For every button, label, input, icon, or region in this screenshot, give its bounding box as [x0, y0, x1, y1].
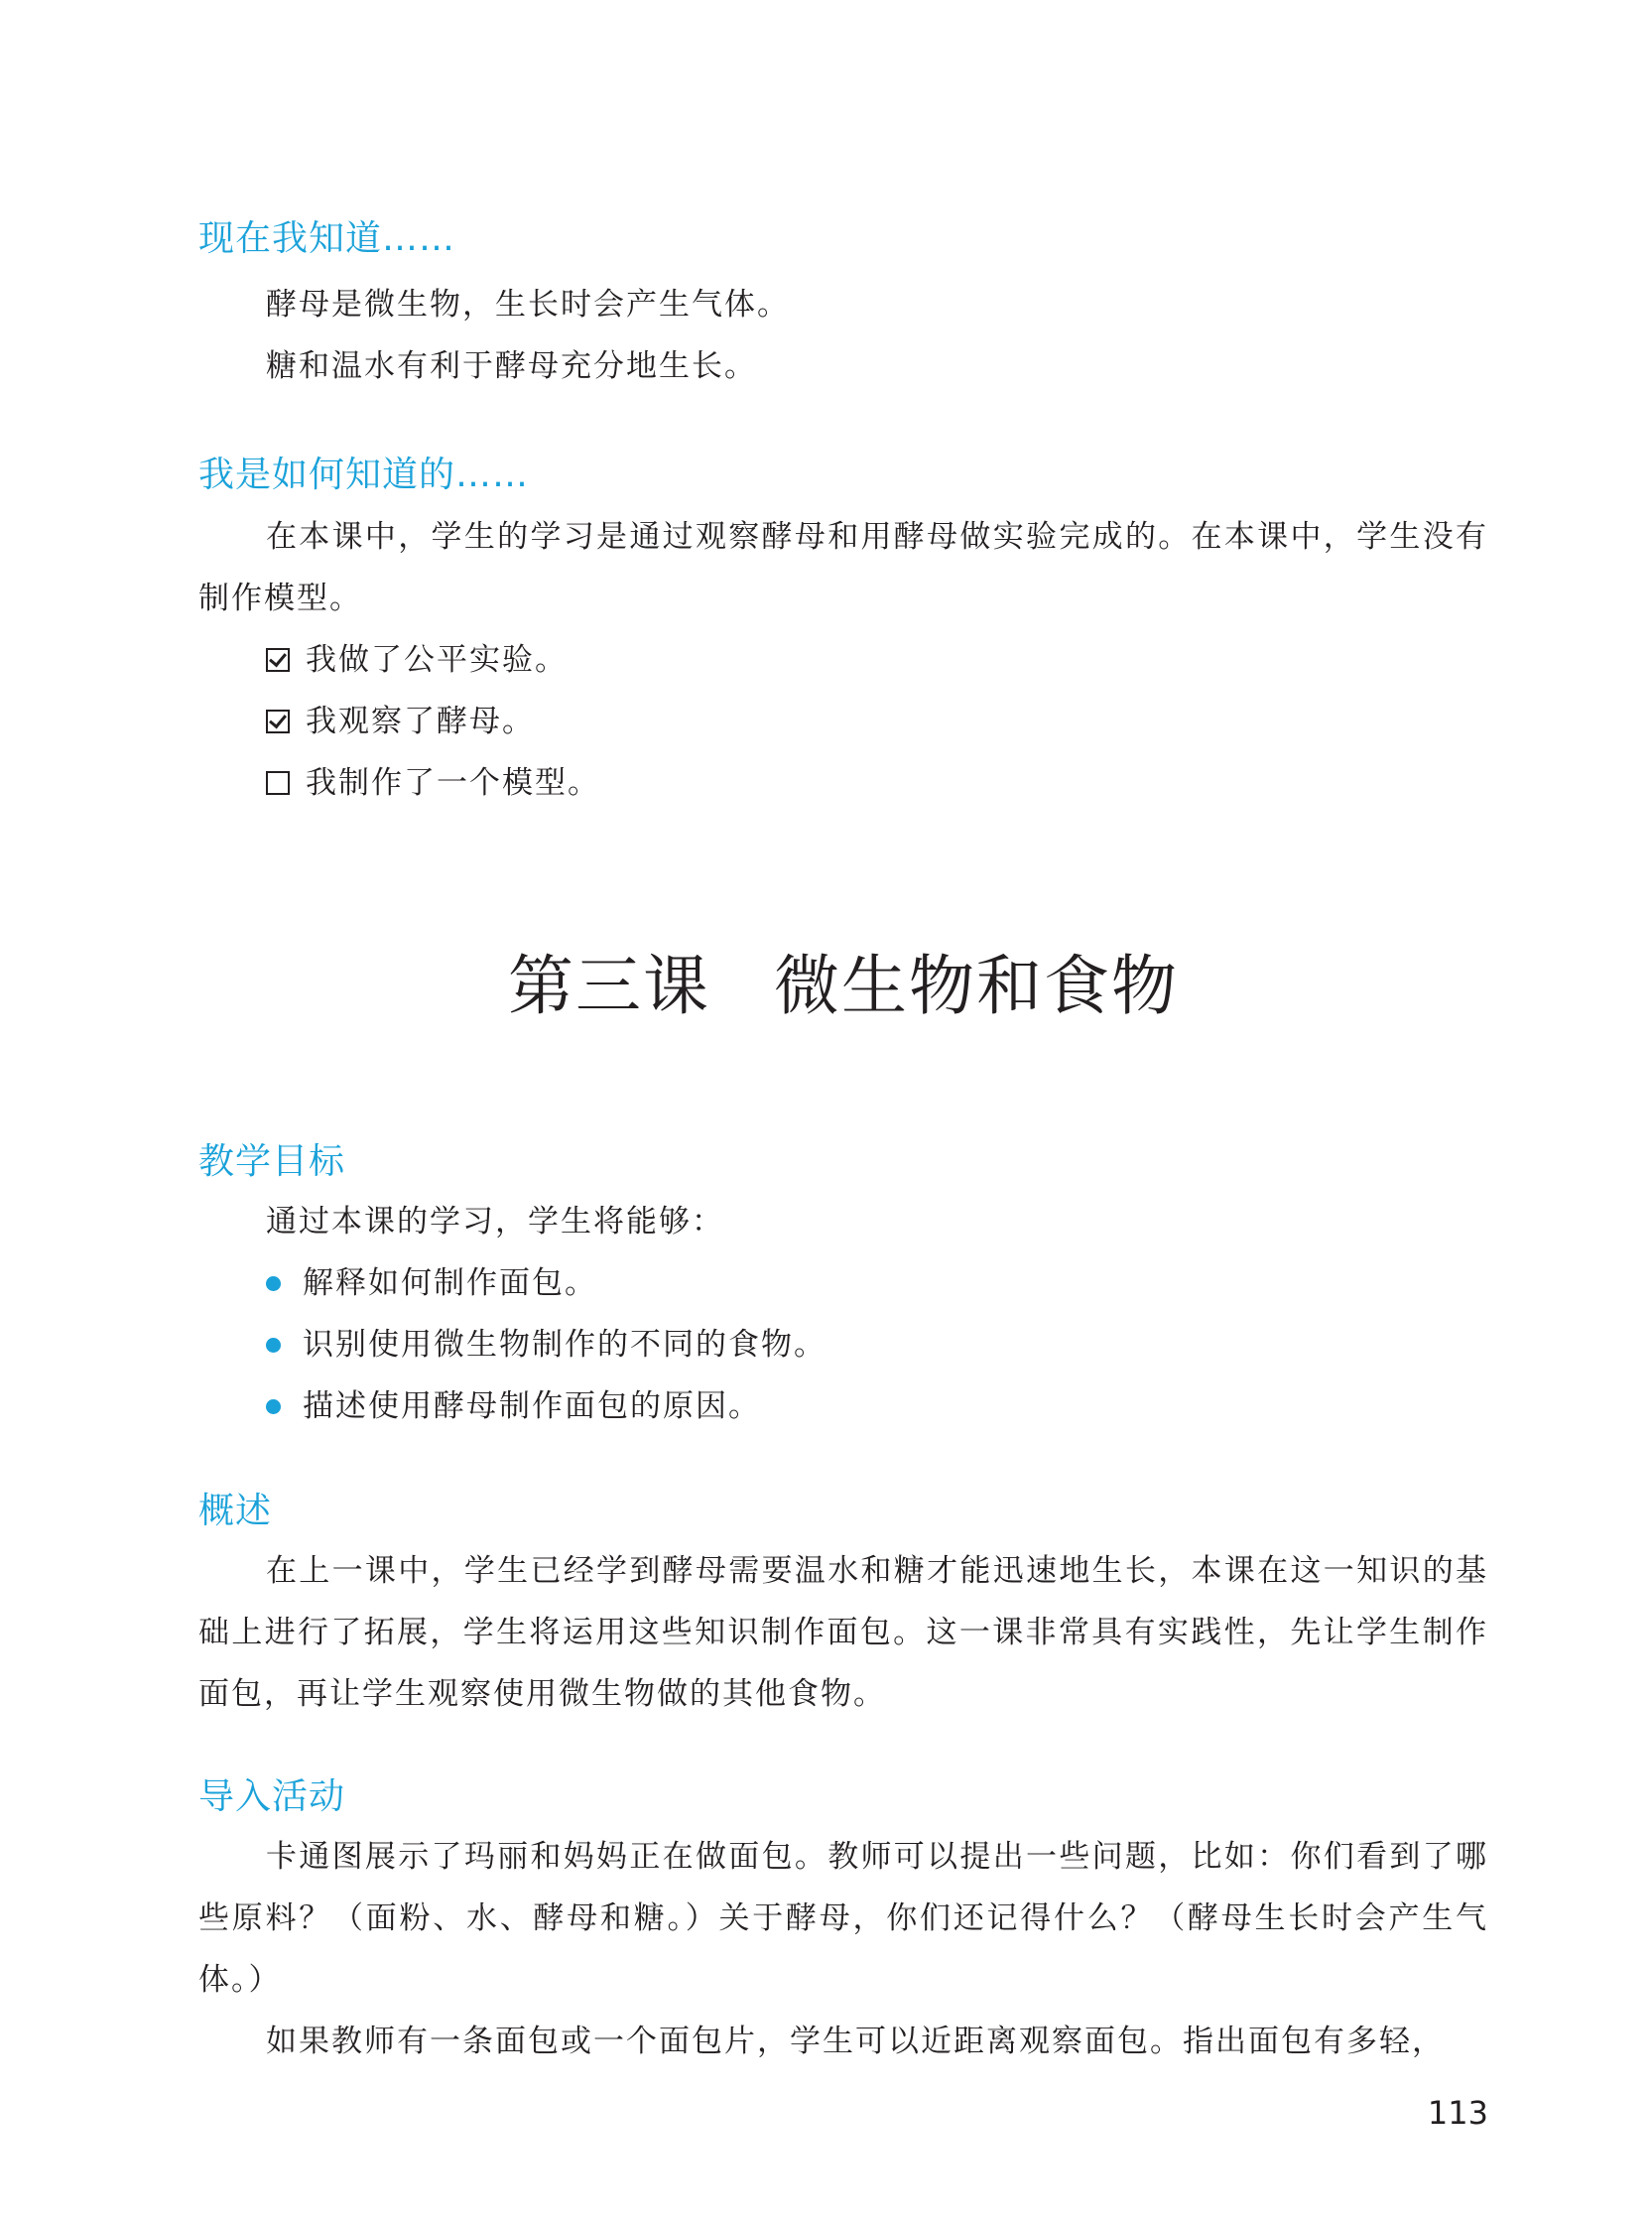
overview-heading: 概述: [198, 1491, 273, 1531]
lesson-title: [198, 933, 1488, 1027]
bullet-dot-icon: [266, 1338, 281, 1353]
checked-box-icon: [266, 710, 290, 733]
page-number: 113: [1427, 2094, 1488, 2132]
bullet-dot-icon: [266, 1276, 281, 1291]
objective-text: 解释如何制作面包。: [303, 1265, 597, 1301]
objective-item: [266, 1314, 826, 1375]
empty-box-icon: [266, 771, 290, 795]
bullet-dot-icon: [266, 1399, 281, 1414]
checklist-item-observed: [266, 691, 535, 752]
now-know-heading: 现在我知道……: [198, 218, 456, 259]
objectives-heading: 教学目标: [198, 1141, 346, 1182]
intro-activity-paragraph-1: 卡通图展示了玛丽和妈妈正在做面包。教师可以提出一些问题，比如：你们看到了哪些原料？（面粉、水、酵母和糖。）关于酵母，你们还记得什么？（酵母生长时会产生气体。）: [198, 1839, 1488, 1998]
intro-activity-heading: 导入活动: [198, 1776, 346, 1817]
checklist-label: 我制作了一个模型。: [306, 765, 600, 801]
objective-item: [266, 1252, 597, 1314]
now-know-line-1: 酵母是微生物，生长时会产生气体。: [266, 287, 790, 323]
checklist-label: 我做了公平实验。: [306, 642, 568, 678]
lesson-number: 第三课: [508, 948, 710, 1024]
objective-item: [266, 1375, 761, 1437]
checked-box-icon: [266, 648, 290, 672]
objective-text: 识别使用微生物制作的不同的食物。: [303, 1327, 826, 1363]
objectives-intro: 通过本课的学习，学生将能够：: [266, 1204, 724, 1240]
objective-text: 描述使用酵母制作面包的原因。: [303, 1388, 761, 1424]
lesson-name: 微生物和食物: [774, 948, 1179, 1024]
now-know-line-2: 糖和温水有利于酵母充分地生长。: [266, 348, 757, 384]
how-know-paragraph: 在本课中，学生的学习是通过观察酵母和用酵母做实验完成的。在本课中，学生没有制作模型。: [198, 519, 1488, 616]
intro-activity-paragraph-2: 如果教师有一条面包或一个面包片，学生可以近距离观察面包。指出面包有多轻，: [266, 2024, 1445, 2059]
how-know-heading: 我是如何知道的……: [198, 455, 530, 495]
checklist-label: 我观察了酵母。: [306, 704, 535, 739]
checklist-item-fair-test: [266, 629, 568, 691]
checklist-item-model: [266, 752, 600, 814]
overview-paragraph: 在上一课中，学生已经学到酵母需要温水和糖才能迅速地生长，本课在这一知识的基础上进行了拓展，学生将运用这些知识制作面包。这一课非常具有实践性，先让学生制作面包，再让学生观察使用微生物做的其他食物。: [198, 1553, 1488, 1712]
